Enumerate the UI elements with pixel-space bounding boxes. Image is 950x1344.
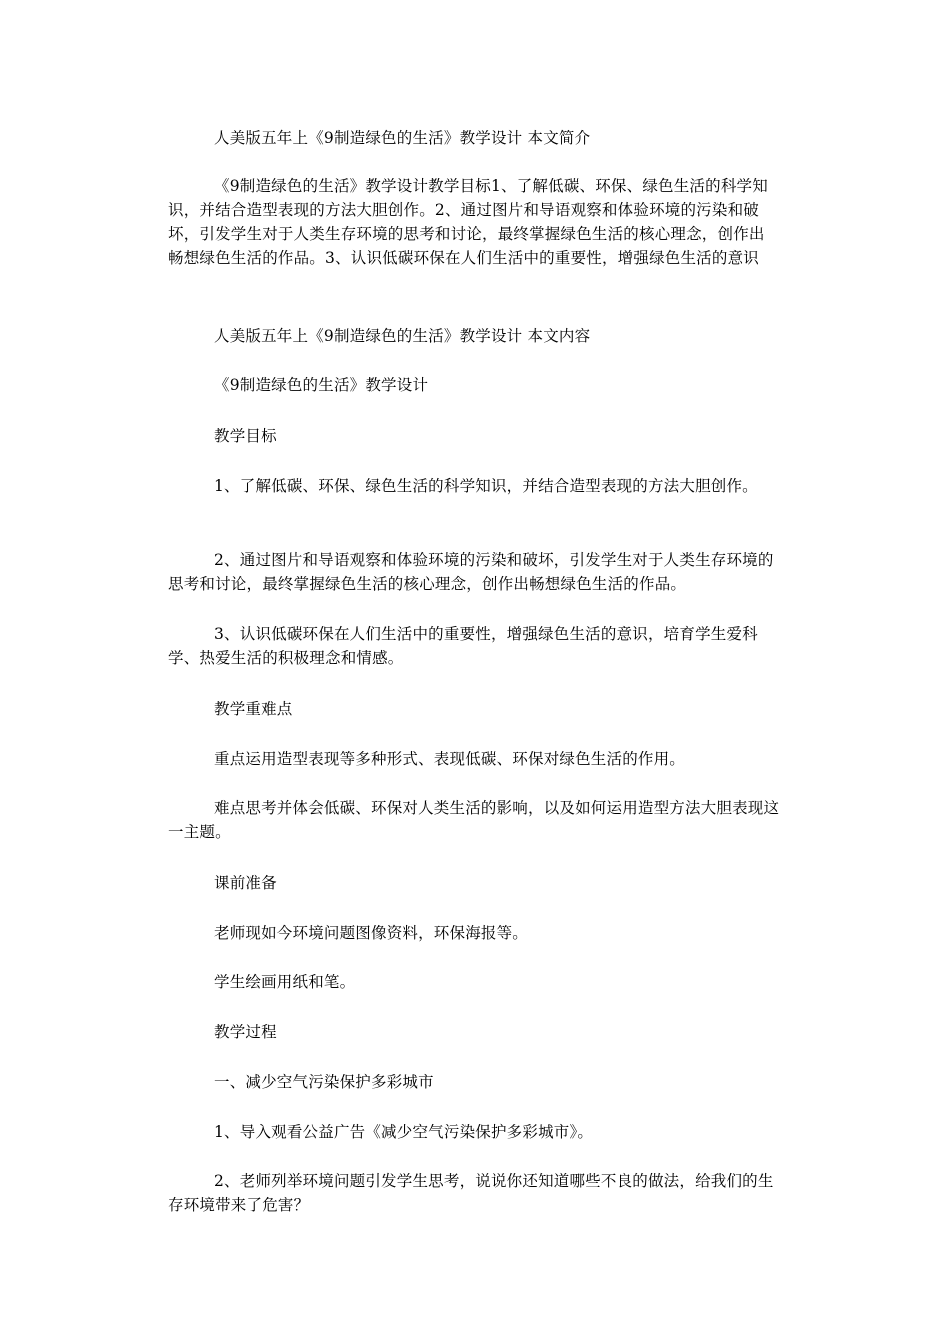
objective-item-3: 3、认识低碳环保在人们生活中的重要性，增强绿色生活的意识，培育学生爱科学、热爱生活的积极理念和情感。: [168, 625, 758, 667]
section-heading-key-points: 教学重难点: [214, 700, 293, 718]
preparation-student: 学生绘画用纸和笔。: [214, 973, 356, 991]
content-heading: 人美版五年上《9制造绿色的生活》教学设计 本文内容: [214, 327, 591, 345]
section-heading-objectives: 教学目标: [214, 427, 277, 445]
intro-heading: 人美版五年上《9制造绿色的生活》教学设计 本文简介: [214, 129, 591, 147]
preparation-teacher: 老师现如今环境问题图像资料，环保海报等。: [214, 924, 529, 942]
doc-title: 《9制造绿色的生活》教学设计: [214, 376, 429, 394]
key-point: 重点运用造型表现等多种形式、表现低碳、环保对绿色生活的作用。: [214, 750, 686, 768]
process-step-2: 2、老师列举环境问题引发学生思考，说说你还知道哪些不良的做法，给我们的生存环境带来了危害？: [168, 1172, 774, 1214]
difficult-point: 难点思考并体会低碳、环保对人类生活的影响，以及如何运用造型方法大胆表现这一主题。: [168, 799, 780, 841]
objective-item-1: 1、了解低碳、环保、绿色生活的科学知识，并结合造型表现的方法大胆创作。: [214, 477, 758, 495]
process-step-1: 1、导入观看公益广告《减少空气污染保护多彩城市》。: [214, 1123, 594, 1141]
process-part-1-heading: 一、减少空气污染保护多彩城市: [214, 1073, 434, 1091]
intro-summary: 《9制造绿色的生活》教学设计教学目标1、了解低碳、环保、绿色生活的科学知识，并结合造型表现的方法大胆创作。2、通过图片和导语观察和体验环境的污染和破坏，引发学生对于人类生存环境的思考和讨论，最终掌握绿色生活的核心理念，创作出畅想绿色生活的作品。3、认识低碳环保在人们生活中的重要性，增强绿色生活的意识: [168, 177, 768, 267]
section-heading-process: 教学过程: [214, 1023, 277, 1041]
section-heading-preparation: 课前准备: [214, 874, 277, 892]
objective-item-2: 2、通过图片和导语观察和体验环境的污染和破坏，引发学生对于人类生存环境的思考和讨论，最终掌握绿色生活的核心理念，创作出畅想绿色生活的作品。: [168, 551, 774, 593]
